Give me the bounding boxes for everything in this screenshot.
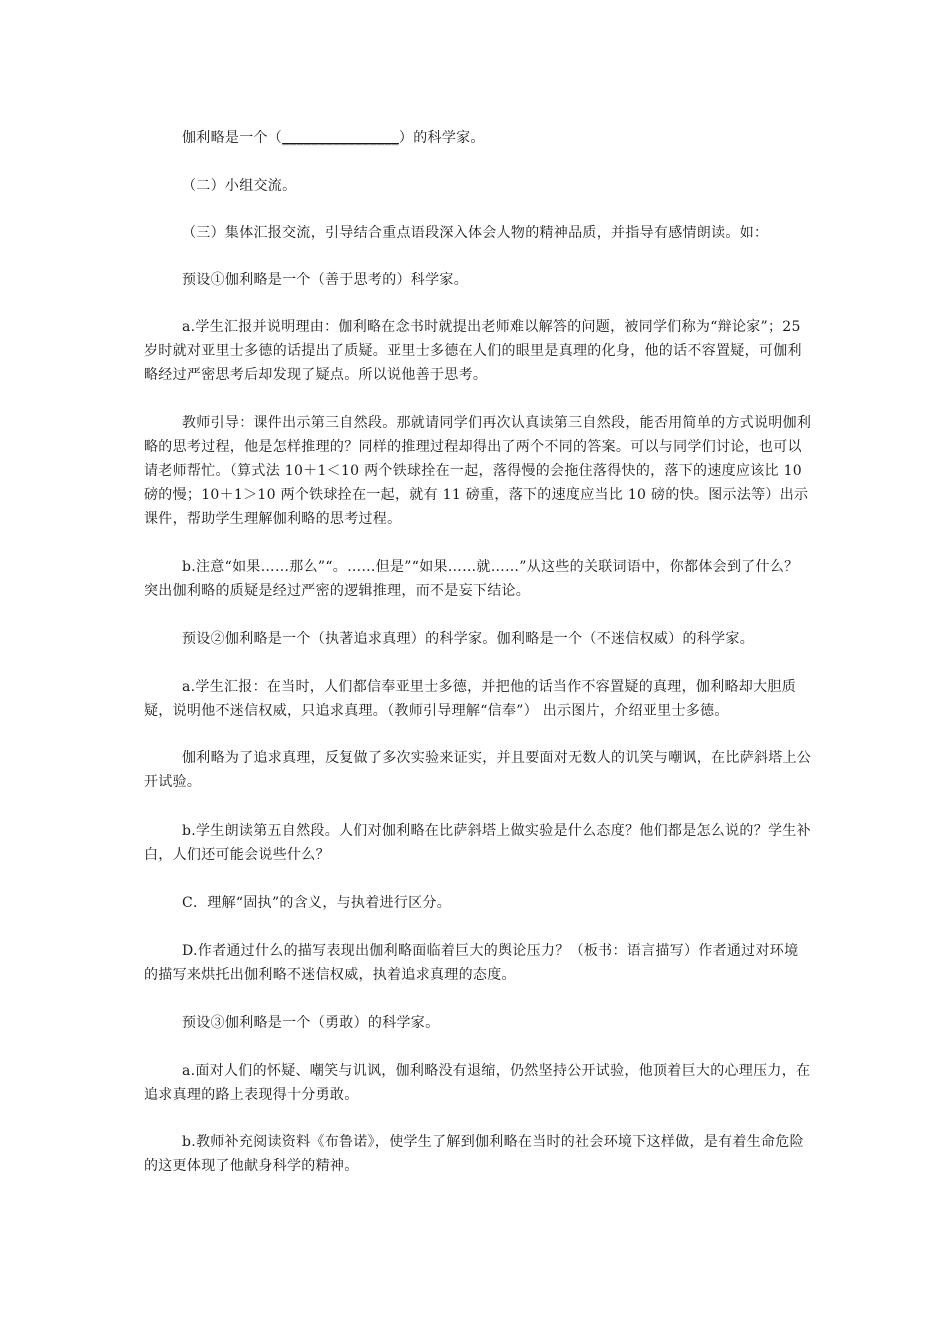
fill-blank-prefix: 伽利略是一个（ [182, 130, 283, 146]
paragraph-preset-1: 预设①伽利略是一个（善于思考的）科学家。 [182, 272, 468, 288]
paragraph-preset-2: 预设②伽利略是一个（执著追求真理）的科学家。伽利略是一个（不迷信权威）的科学家。 [182, 631, 754, 647]
paragraph-3b: b.教师补充阅读资料《布鲁诺》，使学生了解到伽利略在当时的社会环境下这样做，是有着生命危险的这更体现了他献身科学的精神。 [144, 1134, 804, 1174]
paragraph-teacher-guide: 教师引导：课件出示第三自然段。那就请同学们再次认真读第三自然段，能否用简单的方式说明伽利略的思考过程，他是怎样推理的？同样的推理过程却得出了两个不同的答案。可以与同学们讨论，也可以请老师帮忙。（算式法 10＋1＜10 两个铁球拴在一起，落得慢的会拖住落得快的，落下的速度应该比 10 磅的慢；10＋1＞10 两个铁球拴在一起，就有 11 磅重，落下的速度应当比 10 磅的快。图示法等）出示课件，帮助学生理解伽利略的思考过程。 [144, 415, 812, 527]
paragraph-1b: b.注意“如果……那么”“。……但是”“如果……就……”从这些的关联词语中，你都体会到了什么？突出伽利略的质疑是经过严密的逻辑推理，而不是妄下结论。 [144, 559, 799, 599]
paragraph-2a-cont: 伽利略为了追求真理，反复做了多次实验来证实，并且要面对无数人的讥笑与嘲讽，在比萨斜塔上公开试验。 [144, 750, 812, 790]
paragraph-report-heading: （三）集体汇报交流，引导结合重点语段深入体会人物的精神品质，并指导有感情朗读。如： [182, 225, 769, 241]
paragraph-1a: a.学生汇报并说明理由：伽利略在念书时就提出老师难以解答的问题，被同学们称为“辩论家”；25岁时就对亚里士多德的话提出了质疑。亚里士多德在人们的眼里是真理的化身，他的话不容置疑，可伽利略经过严密思考后却发现了疑点。所以说他善于思考。 [144, 319, 802, 383]
paragraph-preset-3: 预设③伽利略是一个（勇敢）的科学家。 [182, 1015, 440, 1031]
paragraph-group-discussion: （二）小组交流。 [182, 178, 297, 194]
paragraph-2b: b.学生朗读第五自然段。人们对伽利略在比萨斜塔上做实验是什么态度？他们都是怎么说的？学生补白，人们还可能会说些什么？ [144, 823, 811, 863]
paragraph-2c: C．理解“固执”的含义，与执着进行区分。 [182, 895, 452, 911]
paragraph-fill-blank [182, 126, 850, 150]
fill-blank-suffix: ）的科学家。 [398, 130, 485, 146]
paragraph-2d: D.作者通过什么的描写表现出伽利略面临着巨大的舆论压力？（板书：语言描写）作者通过对环境的描写来烘托出伽利略不迷信权威，执着追求真理的态度。 [144, 943, 799, 983]
paragraph-2a: a.学生汇报：在当时，人们都信奉亚里士多德，并把他的话当作不容置疑的真理，伽利略却大胆质疑，说明他不迷信权威，只追求真理。（教师引导理解“信奉”） 出示图片，介绍亚里士多德。 [144, 679, 796, 719]
fill-blank-line: ________________ [282, 130, 399, 146]
paragraph-3a: a.面对人们的怀疑、嘲笑与讥讽，伽利略没有退缩，仍然坚持公开试验，他顶着巨大的心理压力，在追求真理的路上表现得十分勇敢。 [144, 1063, 811, 1103]
